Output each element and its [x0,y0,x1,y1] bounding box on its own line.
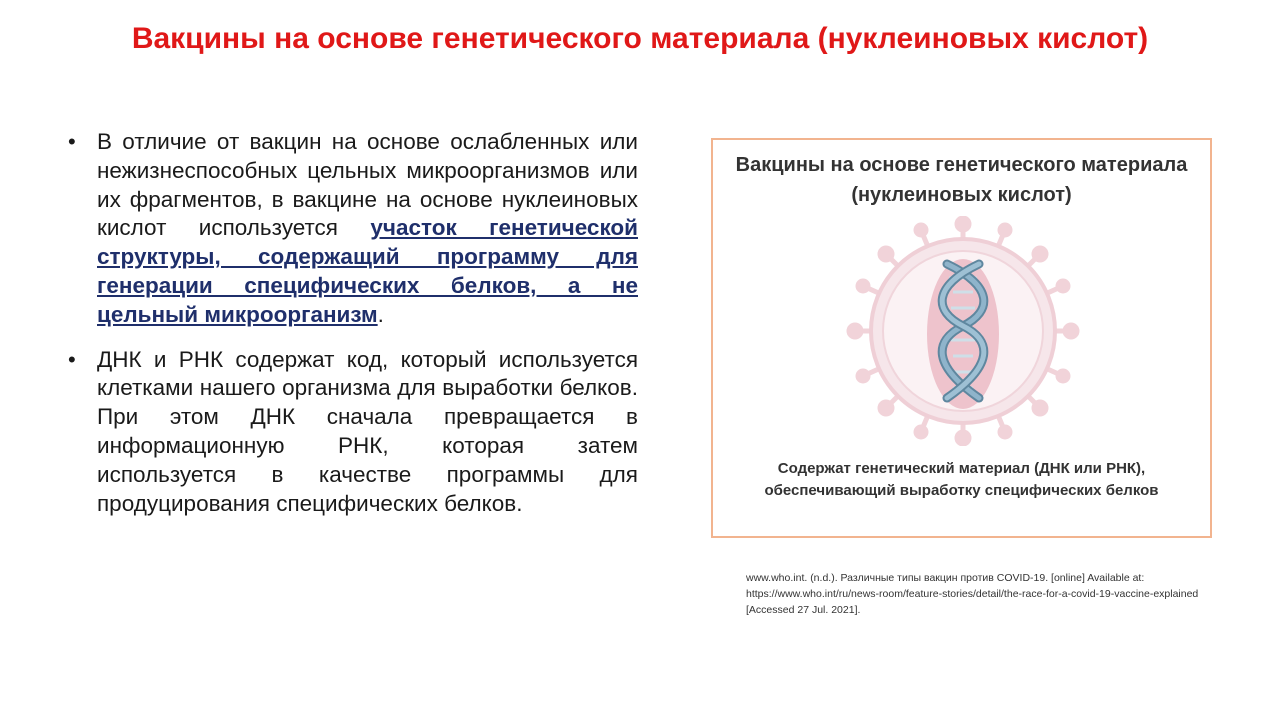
citation: www.who.int. (n.d.). Различные типы вакцин против COVID-19. [online] Available at: https://www.who.int/ru/news-room/feature-stories/detail/the-race-for-a-covid-19-vaccine-explained [Accessed 27 Jul. 2021]. [746,572,1199,616]
bullet-1-period: . [377,301,384,327]
bullet-dot: • [68,129,76,154]
bullet-list [66,128,638,534]
bullet-1-highlight[interactable]: участок генетической структуры, содержащий программу для генерации специфических белков, а не цельный микроорганизм [97,215,638,327]
bullet-2-text: ДНК и РНК содержат код, который используется клетками нашего организма для выработки белков. При этом ДНК сначала превращается в информационную РНК, которая затем используется в качестве программы для продуцирования специфических белков. [97,346,638,516]
figure-panel [711,138,1212,538]
bullet-item-1 [66,128,638,330]
virus-illustration-icon [843,216,1083,446]
figure-title: Вакцины на основе генетического материала (нуклеиновых кислот) [735,154,1188,206]
bullet-item-2 [66,346,638,519]
slide-title: Вакцины на основе генетического материала (нуклеиновых кислот) [131,22,1149,55]
bullet-dot: • [68,346,76,372]
bullet-1-text: В отличие от вакцин на основе ослабленных или нежизнеспособных цельных микроорганизмов или их фрагментов, в вакцине на основе нуклеиновых кислот используется [97,129,638,241]
figure-caption: Содержат генетический материал (ДНК или РНК), обеспечивающий выработку специфических белков [764,460,1159,499]
